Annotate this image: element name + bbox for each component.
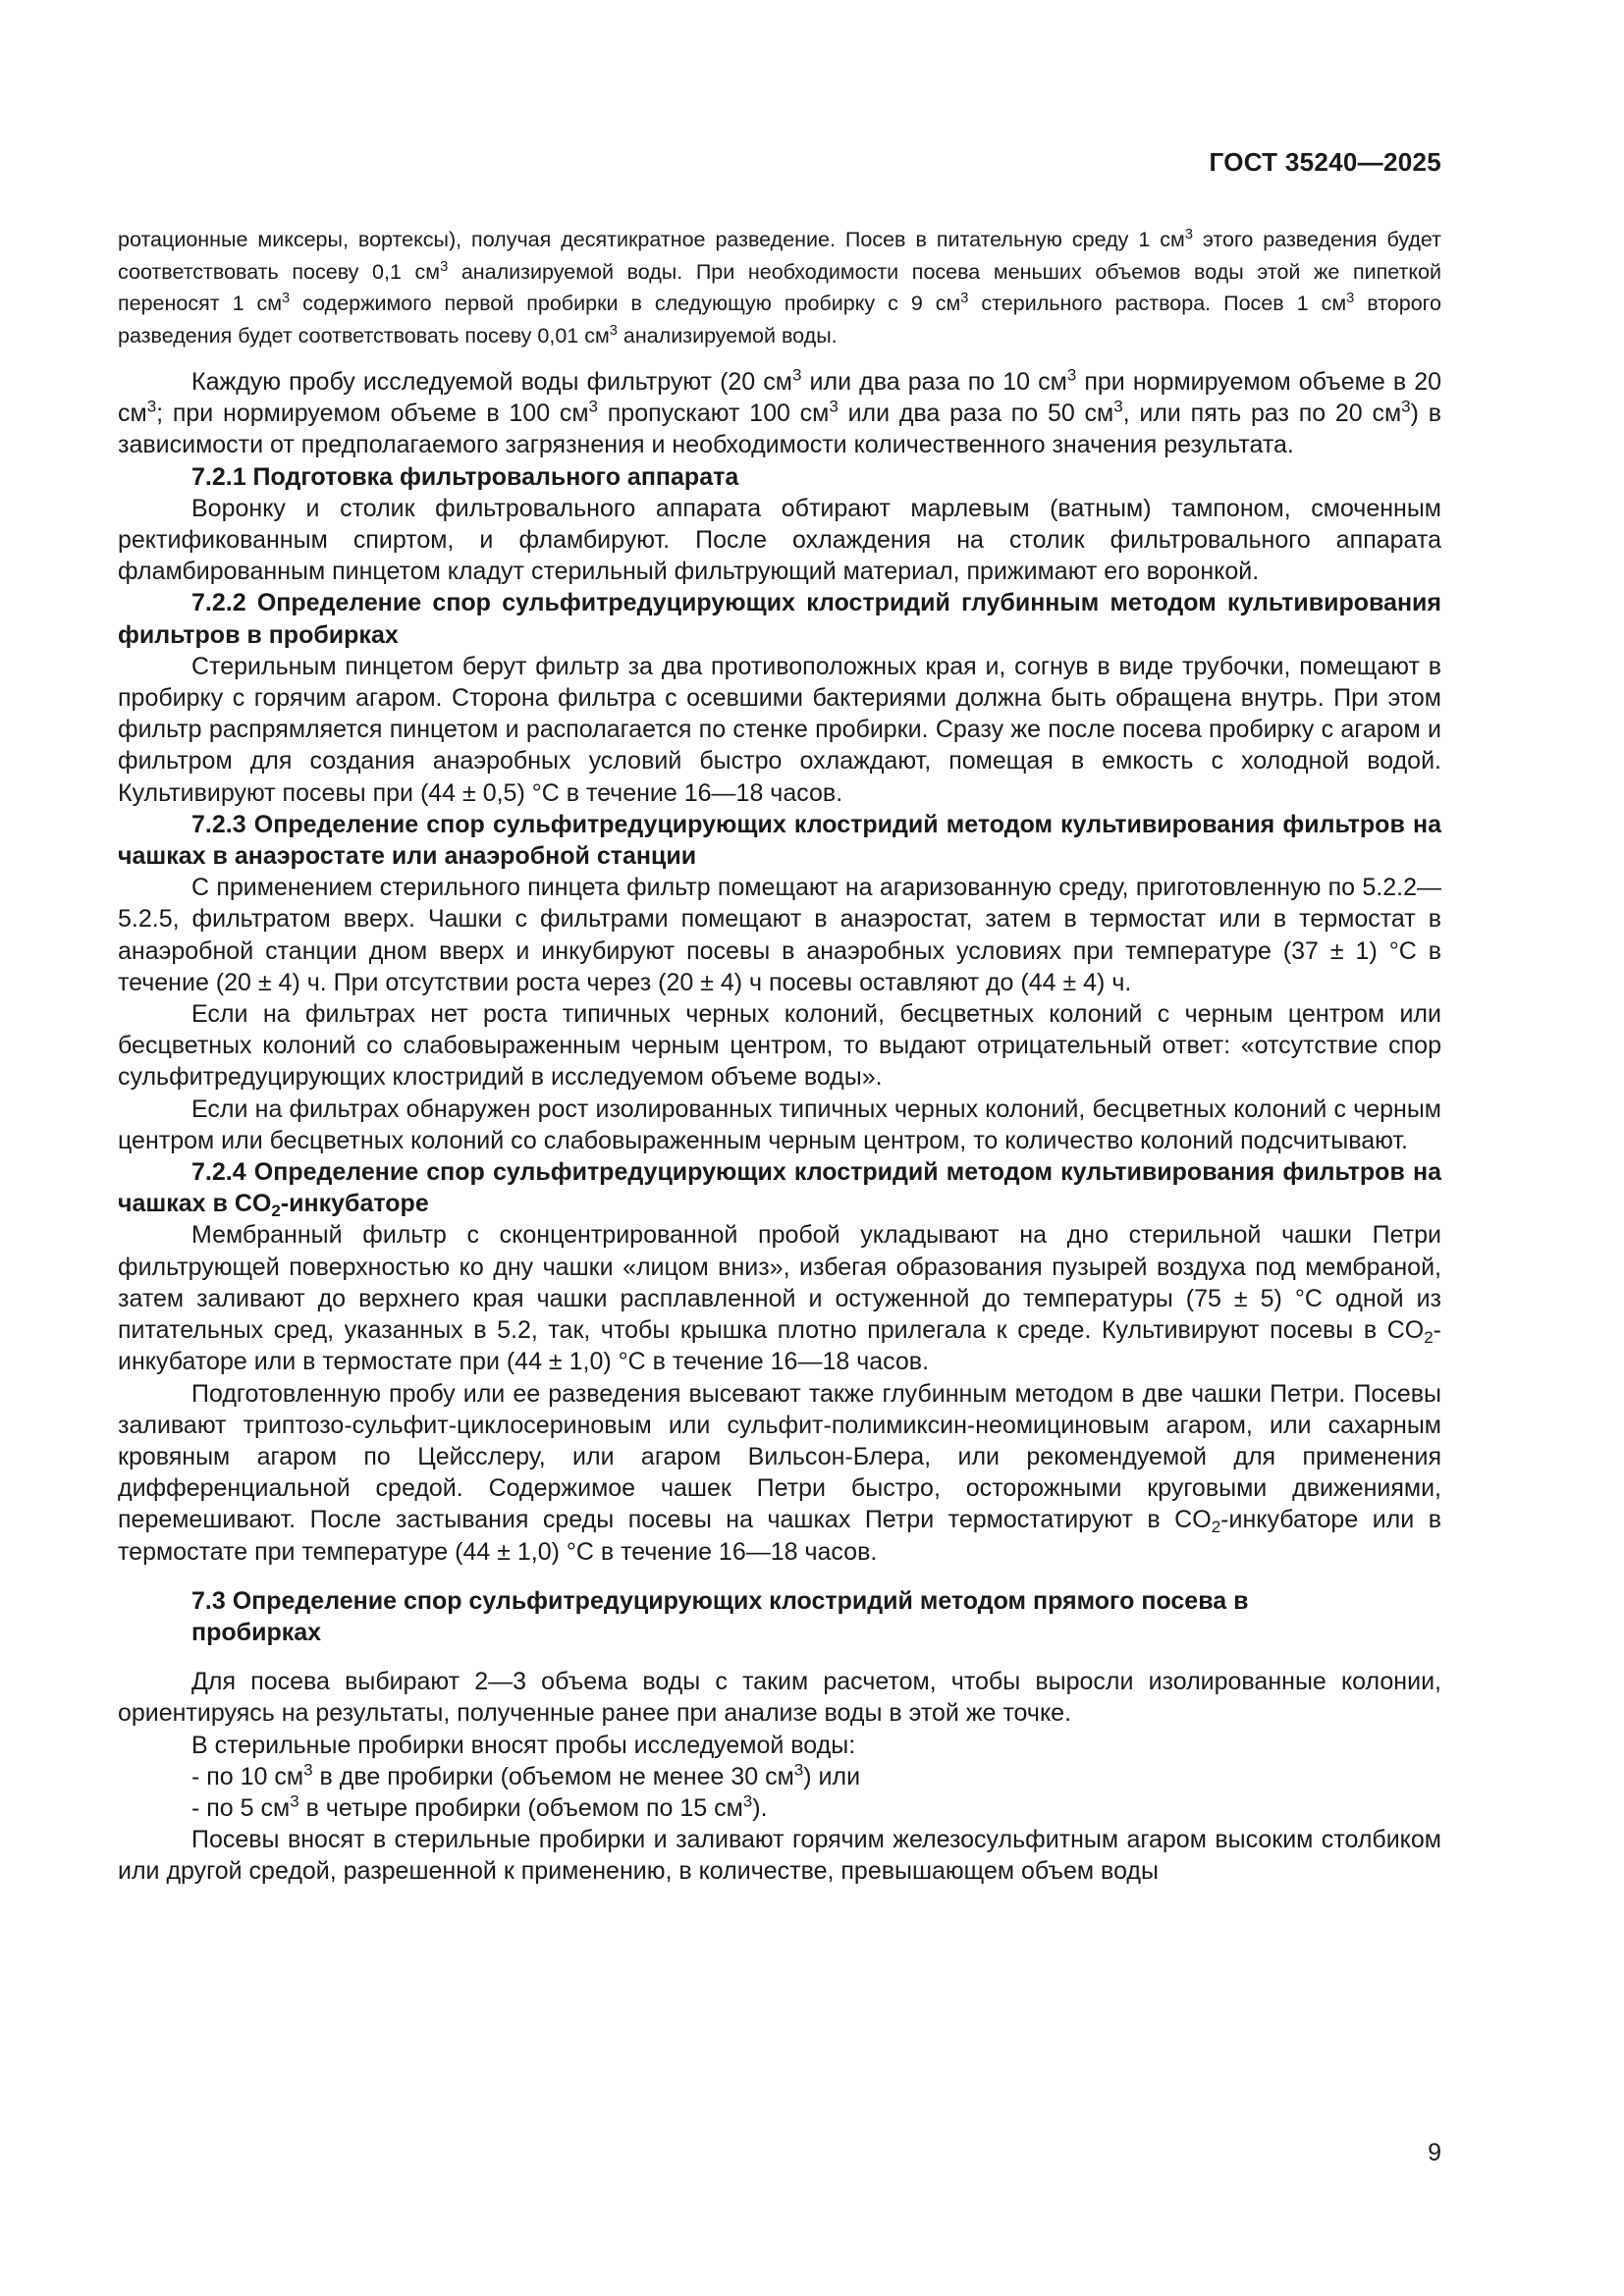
section-text-7-2-2: Стерильным пинцетом берут фильтр за два противоположных края и, согнув в виде трубочки, помещают в пробирку с горячим агаром. Сторона фильтра с осевшими бактериями должна быть обращена внутрь. При этом фильтр распрямляется пинцетом и располагается по стенке пробирки. Сразу же после посева пробирку с агаром и фильтром для создания анаэробных условий быстро охлаждают, помещая в емкость с холодной водой. Культивируют посевы при (44 ± 0,5) °С в течение 16—18 часов. <box>118 652 1441 807</box>
page-number: 9 <box>1428 2139 1441 2166</box>
section-heading-7-2-3: 7.2.3 Определение спор сульфитредуцирующих клостридий методом культивирования фильтров на чашках в анаэростате или анаэробной станции <box>118 810 1441 871</box>
dilution-paragraph: ротационные миксеры, вортексы), получая десятикратное разведение. Посев в питательную среду 1 $см^3$ этого разведения будет соответствовать посеву 0,1 $см^3$ анализируемой воды. При необходимости посева меньших объемов воды этой же пипеткой переносят 1 $см^3$ содержимого первой пробирки в следующую пробирку с 9 $см^3$ стерильного раствора. Посев 1 $см^3$ второго разведения будет соответствовать посеву 0,01 $см^3$ анализируемой воды. <box>118 226 1441 347</box>
section-heading-7-3: 7.3 Определение спор сульфитредуцирующих клостридий методом прямого посева в пробирках <box>191 1586 1249 1646</box>
section-text-7-2-3-p1: С применением стерильного пинцета фильтр помещают на агаризованную среду, приготовленную по 5.2.2—5.2.5, фильтратом вверх. Чашки с фильтрами помещают в анаэростат, затем в термостат или в термостат в анаэробной станции дном вверх и инкубируют посевы в анаэробных условиях при температуре (37 ± 1) °С в течение (20 ± 4) ч. При отсутствии роста через (20 ± 4) ч посевы оставляют до (44 ± 4) ч. <box>118 874 1441 996</box>
doc-code-header: ГОСТ 35240—2025 <box>1209 147 1441 177</box>
section-text-7-3-p2: В стерильные пробирки вносят пробы исследуемой воды: <box>191 1731 856 1759</box>
section-heading-7-2-1: 7.2.1 Подготовка фильтровального аппарата <box>191 462 739 491</box>
section-heading-7-2-2: 7.2.2 Определение спор сульфитредуцирующих клостридий глубинным методом культивирования фильтров в пробирках <box>118 589 1441 649</box>
section-text-7-2-4-p2: Подготовленную пробу или ее разведения высевают также глубинным методом в две чашки Петри. Посевы заливают триптозо-сульфит-циклосериновым или сульфит-полимиксин-неомициновым агаром, или сахарным кровяным агаром по Цейсслеру, или агаром Вильсон-Блера, или рекомендуемой для применения дифференциальной средой. Содержимое чашек Петри быстро, осторожными круговыми движениями, перемешивают. После застывания среды посевы на чашках Петри термостатируют в $CO_2$-инкубаторе или в термостате при температуре (44 ± 1,0) °С в течение 16—18 часов. <box>118 1379 1441 1566</box>
document-page <box>118 0 1441 2296</box>
list-item: - по 10 $см^3$ в две пробирки (объемом не менее 30 $см^3$) или <box>191 1760 861 1790</box>
section-text-7-3-p3: Посевы вносят в стерильные пробирки и заливают горячим железосульфитным агаром высоким столбиком или другой средой, разрешенной к применению, в количестве, превышающем объем воды <box>118 1826 1441 1886</box>
section-text-7-2-4-p1: Мембранный фильтр с сконцентрированной пробой укладывают на дно стерильной чашки Петри фильтрующей поверхностью ко дну чашки «лицом вниз», избегая образования пузырей воздуха под мембраной, затем заливают до верхнего края чашки расплавленной и остуженной до температуры (75 ± 5) °С одной из питательных сред, указанных в 5.2, так, чтобы крышка плотно прилегала к среде. Культивируют посевы в $CO_2$-инкубаторе или в термостате при (44 ± 1,0) °С в течение 16—18 часов. <box>118 1221 1441 1376</box>
body-text <box>118 224 1441 1888</box>
section-text-7-2-3-p3: Если на фильтрах обнаружен рост изолированных типичных черных колоний, бесцветных колоний с черным центром или бесцветных колоний со слабовыраженным черным центром, то количество колоний подсчитывают. <box>118 1095 1441 1154</box>
section-heading-7-2-4: 7.2.4 Определение спор сульфитредуцирующих клостридий методом культивирования фильтров на чашках в $CO_2$-инкубаторе <box>118 1158 1441 1221</box>
section-text-7-2-3-p2: Если на фильтрах нет роста типичных черных колоний, бесцветных колоний с черным центром или бесцветных колоний со слабовыраженным черным центром, то выдают отрицательный ответ: «отсутствие спор сульфитредуцирующих клостридий в исследуемом объеме воды». <box>118 1000 1441 1092</box>
section-text-7-3-p1: Для посева выбирают 2—3 объема воды с таким расчетом, чтобы выросли изолированные колонии, ориентируясь на результаты, полученные ранее при анализе воды в этой же точке. <box>118 1668 1441 1728</box>
section-text-7-2-1: Воронку и столик фильтровального аппарата обтирают марлевым (ватным) тампоном, смоченным ректификованным спиртом, и фламбируют. После охлаждения на столик фильтровального аппарата фламбированным пинцетом кладут стерильный фильтрующий материал, прижимают его воронкой. <box>118 494 1441 586</box>
filtration-paragraph: Каждую пробу исследуемой воды фильтруют (20 $см^3$ или два раза по 10 $см^3$ при нормируемом объеме в 20 $см^3$; при нормируемом объеме в 100 $см^3$ пропускают 100 $см^3$ или два раза по 50 $см^3$, или пять раз по 20 $см^3$) в зависимости от предполагаемого загрязнения и необходимости количественного значения результата. <box>118 365 1442 459</box>
list-item: - по 5 $см^3$ в четыре пробирки (объемом по 15 $см^3$). <box>191 1791 768 1822</box>
